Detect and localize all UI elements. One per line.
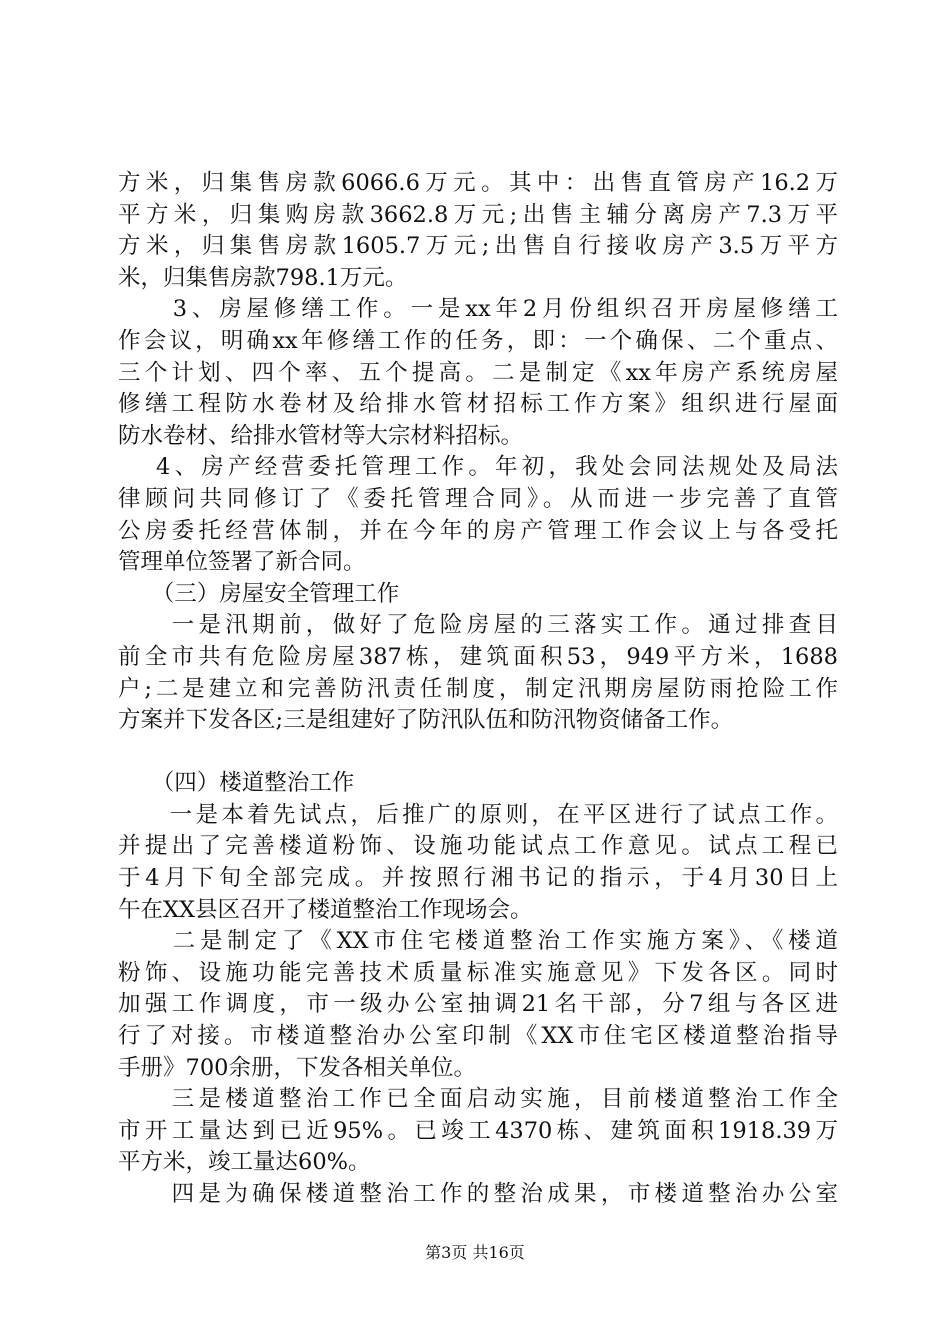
text-line: 一是本着先试点，后推广的原则，在平区进行了试点工作。	[118, 801, 838, 828]
text-line: 户;二是建立和完善防汛责任制度，制定汛期房屋防雨抢险工作	[118, 675, 838, 702]
text-line: 行了对接。市楼道整治办公室印制《XX市住宅区楼道整治指导	[118, 1023, 838, 1050]
text-line: 于4月下旬全部完成。并按照行湘书记的指示，于4月30日上	[118, 865, 838, 892]
text-line: 方案并下发各区;三是组建好了防汛队伍和防汛物资储备工作。	[118, 707, 734, 734]
text-line: 作会议，明确xx年修缮工作的任务，即：一个确保、二个重点、	[118, 327, 838, 354]
text-line: 一是汛期前，做好了危险房屋的三落实工作。通过排查目	[118, 612, 838, 639]
text-line: 市开工量达到已近95%。已竣工4370栋、建筑面积1918.39万	[118, 1117, 838, 1144]
text-line: 三个计划、四个率、五个提高。二是制定《xx年房产系统房屋	[118, 359, 838, 386]
text-line: 午在XX县区召开了楼道整治工作现场会。	[118, 896, 533, 923]
text-line: 公房委托经营体制，并在今年的房产管理工作会议上与各受托	[118, 517, 838, 544]
page-number-footer: 第3页 共16页	[425, 1243, 525, 1262]
text-line: 管理单位签署了新合同。	[118, 549, 366, 576]
text-line: 4、房产经营委托管理工作。年初，我处会同法规处及局法	[118, 454, 838, 481]
text-line: 二是制定了《XX市住宅楼道整治工作实施方案》、《楼道	[118, 928, 838, 955]
section-heading: （四）楼道整治工作	[118, 770, 355, 797]
text-line: 粉饰、设施功能完善技术质量标准实施意见》下发各区。同时	[118, 959, 838, 986]
text-line: 方米，归集售房款1605.7万元;出售自行接收房产3.5万平方	[118, 233, 838, 260]
text-line: 前全市共有危险房屋387栋，建筑面积53，949平方米，1688	[118, 643, 838, 670]
text-line: 米，归集售房款798.1万元。	[118, 264, 408, 291]
text-line: 加强工作调度，市一级办公室抽调21名干部，分7组与各区进	[118, 991, 838, 1018]
text-line: 3、房屋修缮工作。一是xx年2月份组织召开房屋修缮工	[118, 296, 838, 323]
text-line: 平方米，归集购房款3662.8万元;出售主辅分离房产7.3万平	[118, 201, 838, 228]
blank-line	[118, 737, 838, 769]
text-line: 方米，归集售房款6066.6万元。其中：出售直管房产16.2万	[118, 170, 838, 196]
text-line: 并提出了完善楼道粉饰、设施功能试点工作意见。试点工程已	[118, 833, 838, 860]
text-line: 律顾问共同修订了《委托管理合同》。从而进一步完善了直管	[118, 485, 838, 512]
section-heading: （三）房屋安全管理工作	[118, 580, 400, 607]
document-body	[118, 168, 838, 1211]
text-line: 平方米，竣工量达60%。	[118, 1149, 371, 1176]
text-line: 三是楼道整治工作已全面启动实施，目前楼道整治工作全	[118, 1086, 838, 1113]
text-line: 防水卷材、给排水管材等大宗材料招标。	[118, 422, 524, 449]
text-line: 手册》700余册，下发各相关单位。	[118, 1054, 476, 1081]
text-line: 四是为确保楼道整治工作的整治成果，市楼道整治办公室	[118, 1181, 838, 1207]
text-line: 修缮工程防水卷材及给排水管材招标工作方案》组织进行屋面	[118, 391, 838, 418]
